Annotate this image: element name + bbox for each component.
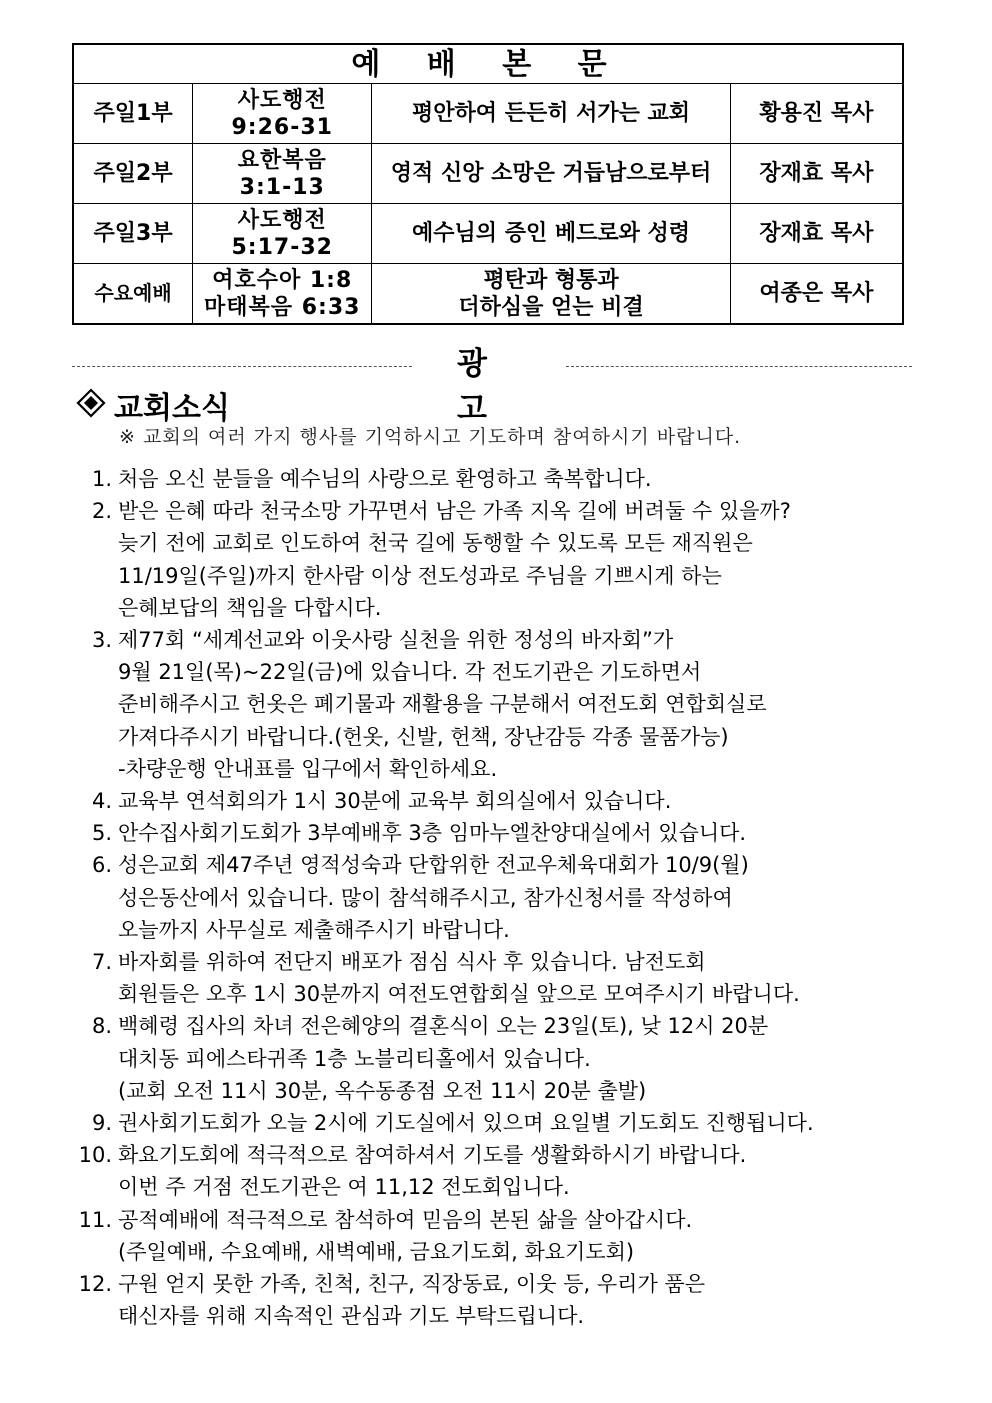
- item-number: 8.: [91, 1014, 112, 1039]
- sermon-title: 예수님의 증인 베드로와 성령: [372, 204, 730, 264]
- list-item: [72, 624, 922, 785]
- item-line: 교육부 연석회의가 1시 30분에 교육부 회의실에서 있습니다.: [118, 789, 672, 814]
- service-name: 주일1부: [73, 84, 193, 144]
- announcements-title: 광 고: [457, 346, 521, 427]
- list-item: [72, 1139, 922, 1203]
- sermon-title: 영적 신앙 소망은 거듭남으로부터: [372, 144, 730, 204]
- item-number: 7.: [91, 950, 112, 975]
- item-line: 받은 은혜 따라 천국소망 가꾸면서 남은 가족 지옥 길에 버려둘 수 있을까?: [118, 499, 791, 524]
- worship-table: [72, 43, 904, 325]
- item-line: 9월 21일(목)~22일(금)에 있습니다. 각 전도기관은 기도하면서: [118, 660, 702, 685]
- item-line: 화요기도회에 적극적으로 참여하셔서 기도를 생활화하시기 바랍니다.: [118, 1143, 747, 1168]
- list-item: [72, 1204, 922, 1268]
- worship-title: 예 배 본 문: [73, 44, 903, 84]
- item-number: 2.: [91, 499, 112, 524]
- scripture-ref: 사도행전 5:17-32: [193, 204, 372, 264]
- item-line: 오늘까지 사무실로 제출해주시기 바랍니다.: [118, 917, 510, 942]
- item-line: 안수집사회기도회가 3부예배후 3층 임마누엘찬양대실에서 있습니다.: [118, 821, 747, 846]
- scripture-ref: 요한복음 3:1-13: [193, 144, 372, 204]
- item-number: 6.: [91, 853, 112, 878]
- worship-row: [73, 84, 903, 144]
- item-line: 권사회기도회가 오늘 2시에 기도실에서 있으며 요일별 기도회도 진행됩니다.: [118, 1111, 814, 1136]
- item-line: 늦기 전에 교회로 인도하여 천국 길에 동행할 수 있도록 모든 재직원은: [118, 531, 753, 556]
- list-item: [72, 946, 922, 1010]
- item-number: 9.: [91, 1111, 112, 1136]
- announcement-list: [72, 463, 922, 1332]
- scripture-ref: 여호수아 1:8 마태복음 6:33: [193, 264, 372, 325]
- item-line: 11/19일(주일)까지 한사람 이상 전도성과로 주님을 기쁘시게 하는: [118, 563, 722, 588]
- item-line: 바자회를 위하여 전단지 배포가 점심 식사 후 있습니다. 남전도회: [118, 950, 706, 975]
- preacher: 황용진 목사: [730, 84, 903, 144]
- item-number: 1.: [91, 467, 112, 491]
- worship-row: [73, 204, 903, 264]
- list-item: [72, 495, 922, 624]
- divider: [566, 366, 912, 367]
- divider: [72, 366, 412, 367]
- item-line: 은혜보답의 책임을 다합시다.: [118, 595, 382, 620]
- item-number: 3.: [91, 628, 112, 653]
- service-name: 주일3부: [73, 204, 193, 264]
- section-title: 교회소식: [114, 391, 230, 426]
- item-number: 11.: [78, 1207, 112, 1232]
- item-line: 제77회 “세계선교와 이웃사랑 실천을 위한 정성의 바자회”가: [118, 628, 674, 653]
- item-line: (교회 오전 11시 30분, 옥수동종점 오전 11시 20분 출발): [118, 1078, 647, 1103]
- item-line: 태신자를 위해 지속적인 관심과 기도 부탁드립니다.: [118, 1304, 585, 1329]
- item-line: 회원들은 오후 1시 30분까지 여전도연합회실 앞으로 모여주시기 바랍니다.: [118, 982, 800, 1007]
- list-item: [72, 1107, 922, 1139]
- item-line: 대치동 피에스타귀족 1층 노블리티홀에서 있습니다.: [118, 1046, 591, 1071]
- service-name: 주일2부: [73, 144, 193, 204]
- list-item: [72, 849, 922, 946]
- list-item: [72, 463, 922, 495]
- notice-text: ※ 교회의 여러 가지 행사를 기억하시고 기도하며 참여하시기 바랍니다.: [119, 426, 742, 448]
- preacher: 장재효 목사: [730, 204, 903, 264]
- scripture-ref: 사도행전 9:26-31: [193, 84, 372, 144]
- item-number: 5.: [91, 821, 112, 846]
- list-item: [72, 817, 922, 849]
- worship-row: [73, 144, 903, 204]
- item-line: 백혜령 집사의 차녀 전은혜양의 결혼식이 오는 23일(토), 낮 12시 20분: [118, 1014, 769, 1039]
- worship-row: [73, 264, 903, 325]
- item-line: 구원 얻지 못한 가족, 친척, 친구, 직장동료, 이웃 등, 우리가 품은: [118, 1272, 705, 1297]
- service-name: 수요예배: [73, 264, 193, 325]
- item-line: -차량운행 안내표를 입구에서 확인하세요.: [118, 756, 498, 781]
- section-heading: [76, 383, 230, 427]
- list-item: [72, 785, 922, 817]
- item-number: 4.: [91, 789, 112, 814]
- item-line: (주일예배, 수요예배, 새벽예배, 금요기도회, 화요기도회): [118, 1239, 635, 1264]
- preacher: 여종은 목사: [730, 264, 903, 325]
- item-line: 이번 주 거점 전도기관은 여 11,12 전도회입니다.: [118, 1175, 570, 1200]
- item-line: 처음 오신 분들을 예수님의 사랑으로 환영하고 축복합니다.: [118, 467, 652, 491]
- item-line: 공적예배에 적극적으로 참석하여 믿음의 본된 삶을 살아갑시다.: [118, 1207, 693, 1232]
- item-line: 성은교회 제47주년 영적성숙과 단합위한 전교우체육대회가 10/9(월): [118, 853, 749, 878]
- preacher: 장재효 목사: [730, 144, 903, 204]
- list-item: [72, 1010, 922, 1107]
- diamond-icon: [76, 388, 106, 426]
- item-number: 12.: [78, 1272, 112, 1297]
- item-number: 10.: [78, 1143, 112, 1168]
- item-line: 성은동산에서 있습니다. 많이 참석해주시고, 참가신청서를 작성하여: [118, 885, 733, 910]
- list-item: [72, 1268, 922, 1332]
- sermon-title: 평탄과 형통과 더하심을 얻는 비결: [372, 264, 730, 325]
- item-line: 준비해주시고 헌옷은 폐기물과 재활용을 구분해서 여전도회 연합회실로: [118, 692, 767, 717]
- item-line: 가져다주시기 바랍니다.(헌옷, 신발, 헌책, 장난감등 각종 물품가능): [118, 724, 729, 749]
- sermon-title: 평안하여 든든히 서가는 교회: [372, 84, 730, 144]
